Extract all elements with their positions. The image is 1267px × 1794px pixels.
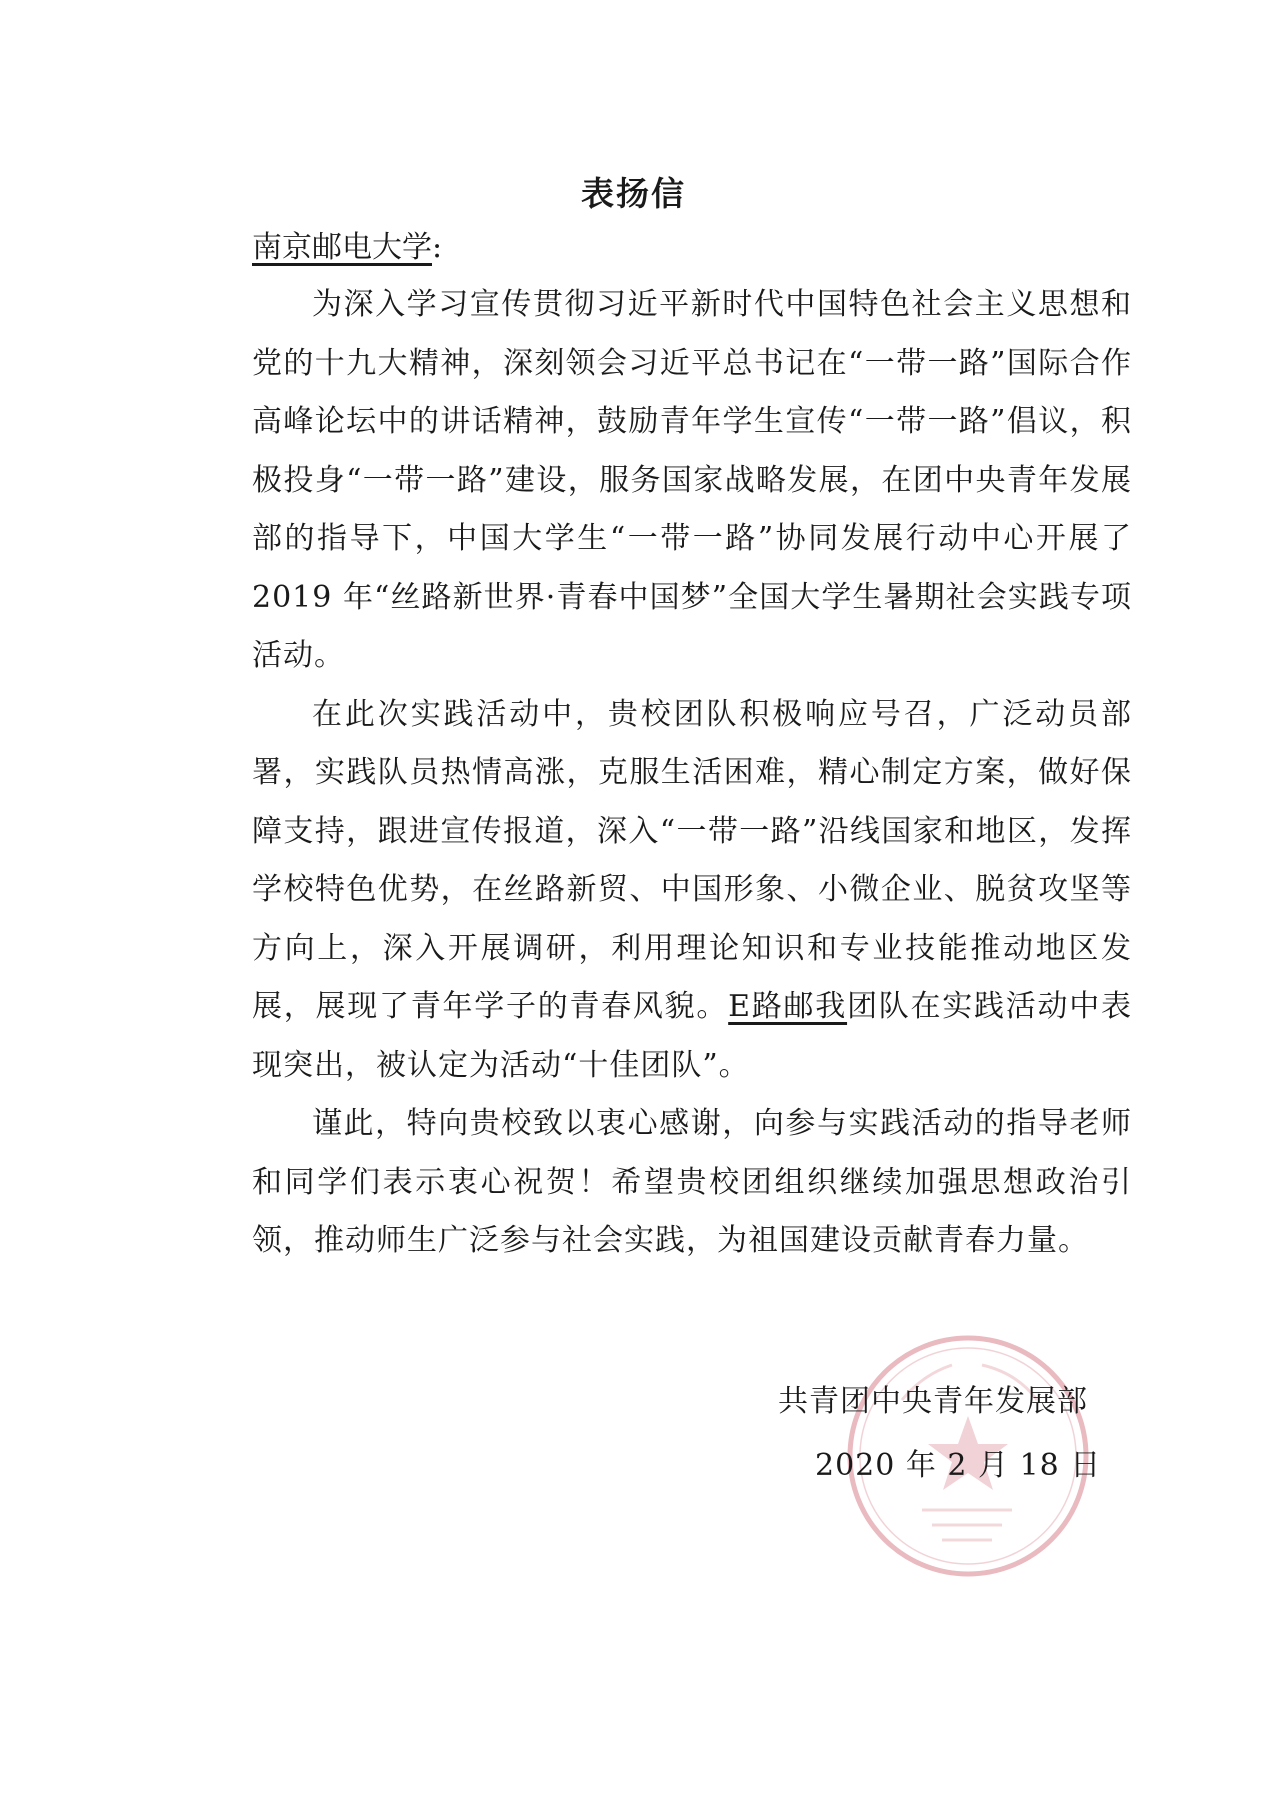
paragraph-2-text: 在此次实践活动中，贵校团队积极响应号召，广泛动员部署，实践队员热情高涨，克服生活困难，精心制定方案，做好保障支持，跟进宣传报道，深入“一带一路”沿线国家和地区，发挥学校特色优势，在丝路新贸、中国形象、小微企业、脱贫攻坚等方向上，深入开展调研，利用理论知识和专业技能推动地区发展，展现了青年学子的青春风貌。 bbox=[252, 696, 1132, 1024]
letter-body bbox=[252, 276, 1132, 1271]
salutation-colon: : bbox=[432, 230, 443, 265]
paragraph-2-text-end: 团队在实践活动中表现突出，被认定为活动“十佳团队”。 bbox=[252, 989, 1133, 1083]
recipient-name: 南京邮电大学 bbox=[252, 230, 432, 265]
team-name: E路邮我 bbox=[728, 989, 848, 1024]
letter-title: 表扬信 bbox=[581, 174, 686, 213]
paragraph-1: 为深入学习宣传贯彻习近平新时代中国特色社会主义思想和党的十九大精神，深刻领会习近平总书记在“一带一路”国际合作高峰论坛中的讲话精神，鼓励青年学生宣传“一带一路”倡议，积极投身“一带一路”建设，服务国家战略发展，在团中央青年发展部的指导下，中国大学生“一带一路”协同发展行动中心开展了 2019 年“丝路新世界·青春中国梦”全国大学生暑期社会实践专项活动。 bbox=[252, 287, 1132, 673]
salutation bbox=[252, 228, 442, 268]
signature-date: 2020 年 2 月 18 日 bbox=[815, 1448, 1102, 1483]
paragraph-2 bbox=[252, 686, 1132, 1096]
paragraph-3: 谨此，特向贵校致以衷心感谢，向参与实践活动的指导老师和同学们表示衷心祝贺！希望贵校团组织继续加强思想政治引领，推动师生广泛参与社会实践，为祖国建设贡献青春力量。 bbox=[252, 1106, 1132, 1258]
signature-organization: 共青团中央青年发展部 bbox=[778, 1384, 1088, 1419]
